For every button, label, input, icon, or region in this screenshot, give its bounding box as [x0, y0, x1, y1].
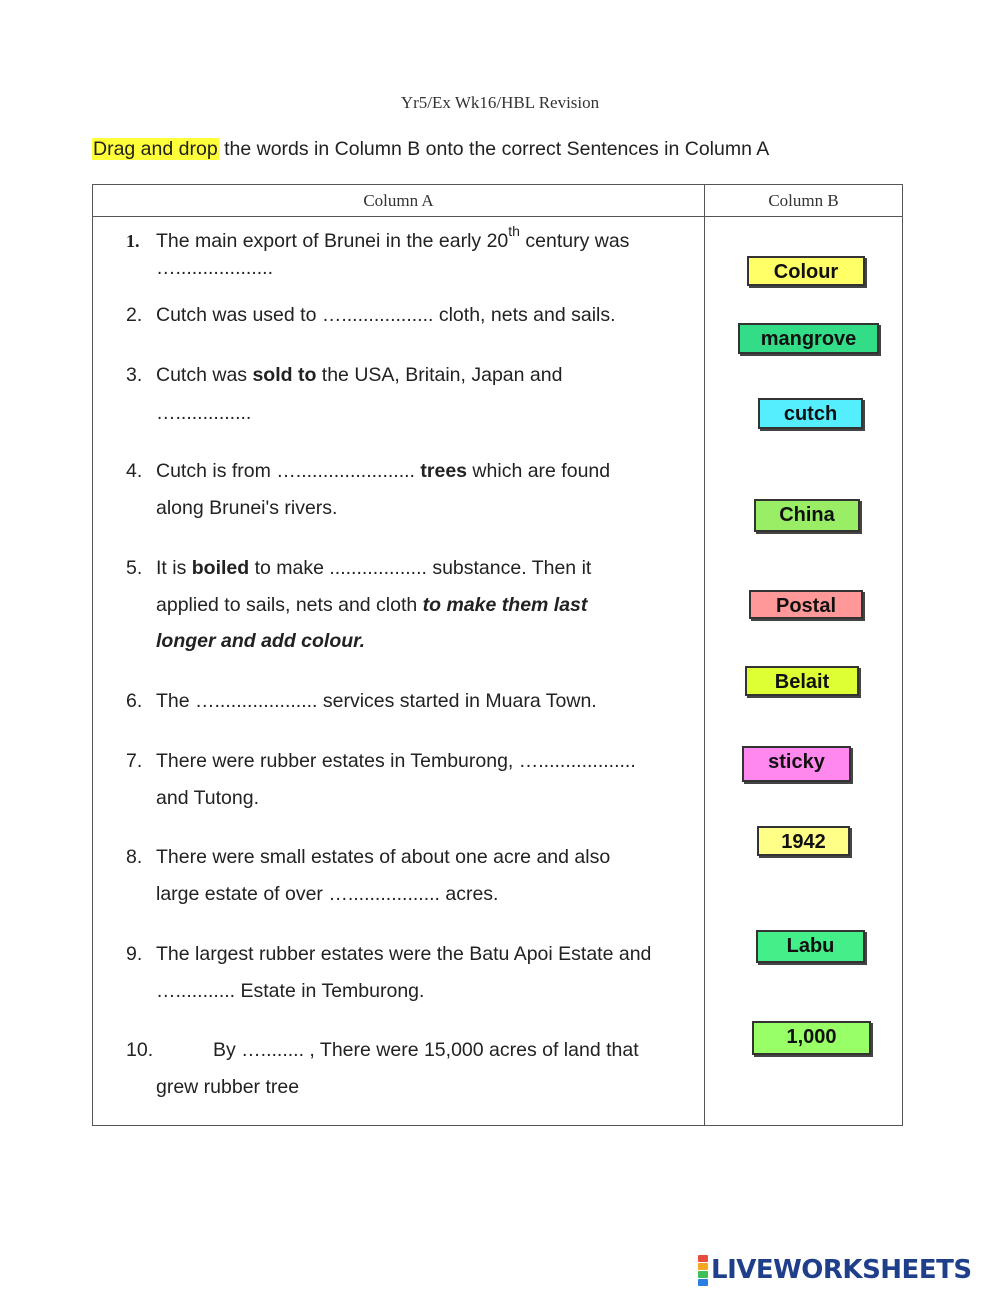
- question-number: 3.: [126, 364, 143, 386]
- question-number: 6.: [126, 690, 143, 712]
- question-text: [156, 587, 587, 624]
- bold-italic-text: longer and add colour.: [156, 630, 366, 652]
- superscript: th: [508, 223, 520, 239]
- question-text: and Tutong.: [156, 787, 260, 809]
- bold-text: trees: [420, 460, 468, 482]
- question-text-part: the USA, Britain, Japan and: [316, 364, 563, 386]
- word-card-china[interactable]: China: [754, 499, 860, 532]
- column-a-header: Column A: [363, 191, 434, 210]
- question-text[interactable]: large estate of over …................. acres.: [156, 883, 499, 905]
- question-number: 4.: [126, 460, 143, 482]
- worksheet-title: Yr5/Ex Wk16/HBL Revision: [400, 93, 600, 112]
- question-text-part: applied to sails, nets and cloth: [156, 594, 423, 616]
- question-text: The largest rubber estates were the Batu Apoi Estate and: [156, 943, 652, 965]
- bold-text: boiled: [191, 557, 250, 579]
- question-number: 1.: [126, 231, 140, 251]
- word-card-colour[interactable]: Colour: [747, 256, 865, 286]
- word-card-1000[interactable]: 1,000: [752, 1021, 871, 1055]
- question-text[interactable]: [156, 453, 610, 490]
- question-text-part: Cutch was: [156, 364, 253, 386]
- instruction-text: [92, 138, 769, 161]
- question-number: 5.: [126, 557, 143, 579]
- question-text-part: to make .................. substance. Then it: [249, 557, 592, 579]
- brand-name: LIVEWORKSHEETS: [711, 1255, 972, 1285]
- question-text: [156, 357, 562, 394]
- question-text-part: The main export of Brunei in the early 20: [156, 230, 509, 252]
- instruction-rest: the words in Column B onto the correct Sentences in Column A: [218, 138, 770, 160]
- question-text[interactable]: By …........ , There were 15,000 acres of land that: [213, 1039, 639, 1061]
- word-card-mangrove[interactable]: mangrove: [738, 323, 879, 354]
- question-text[interactable]: Cutch was used to …................. cloth, nets and sails.: [156, 304, 616, 326]
- column-b-header: Column B: [768, 191, 839, 210]
- question-text[interactable]: …........... Estate in Temburong.: [156, 980, 425, 1002]
- logo-icon: [698, 1255, 708, 1286]
- question-text-part: which are found: [467, 460, 611, 482]
- question-number: 2.: [126, 304, 143, 326]
- header-divider: [93, 216, 902, 217]
- question-text-part: It is: [156, 557, 192, 579]
- question-number: 7.: [126, 750, 143, 772]
- question-text[interactable]: The …................... services started in Muara Town.: [156, 690, 597, 712]
- word-card-sticky[interactable]: sticky: [742, 746, 851, 782]
- word-card-cutch[interactable]: cutch: [758, 398, 863, 429]
- bold-text: sold to: [252, 364, 317, 386]
- liveworksheets-logo: [698, 1253, 972, 1287]
- answer-blank[interactable]: …..............: [156, 402, 252, 424]
- word-card-1942[interactable]: 1942: [757, 826, 850, 856]
- answer-blank[interactable]: …..................: [156, 257, 274, 279]
- question-text: There were small estates of about one acre and also: [156, 846, 611, 868]
- question-text: along Brunei's rivers.: [156, 497, 338, 519]
- question-number: 9.: [126, 943, 143, 965]
- question-text-part: century was: [519, 230, 630, 252]
- word-card-labu[interactable]: Labu: [756, 930, 865, 963]
- word-card-postal[interactable]: Postal: [749, 590, 863, 619]
- instruction-highlight: Drag and drop: [93, 138, 218, 160]
- question-text[interactable]: There were rubber estates in Temburong, …..................: [156, 750, 636, 772]
- question-number: 10.: [126, 1039, 154, 1061]
- column-divider: [704, 185, 705, 1125]
- question-text: grew rubber tree: [156, 1076, 300, 1098]
- question-text-part: Cutch is from …......................: [156, 460, 421, 482]
- question-number: 8.: [126, 846, 143, 868]
- bold-italic-text: to make them last: [422, 594, 588, 616]
- word-card-belait[interactable]: Belait: [745, 666, 859, 696]
- question-text[interactable]: [156, 550, 591, 587]
